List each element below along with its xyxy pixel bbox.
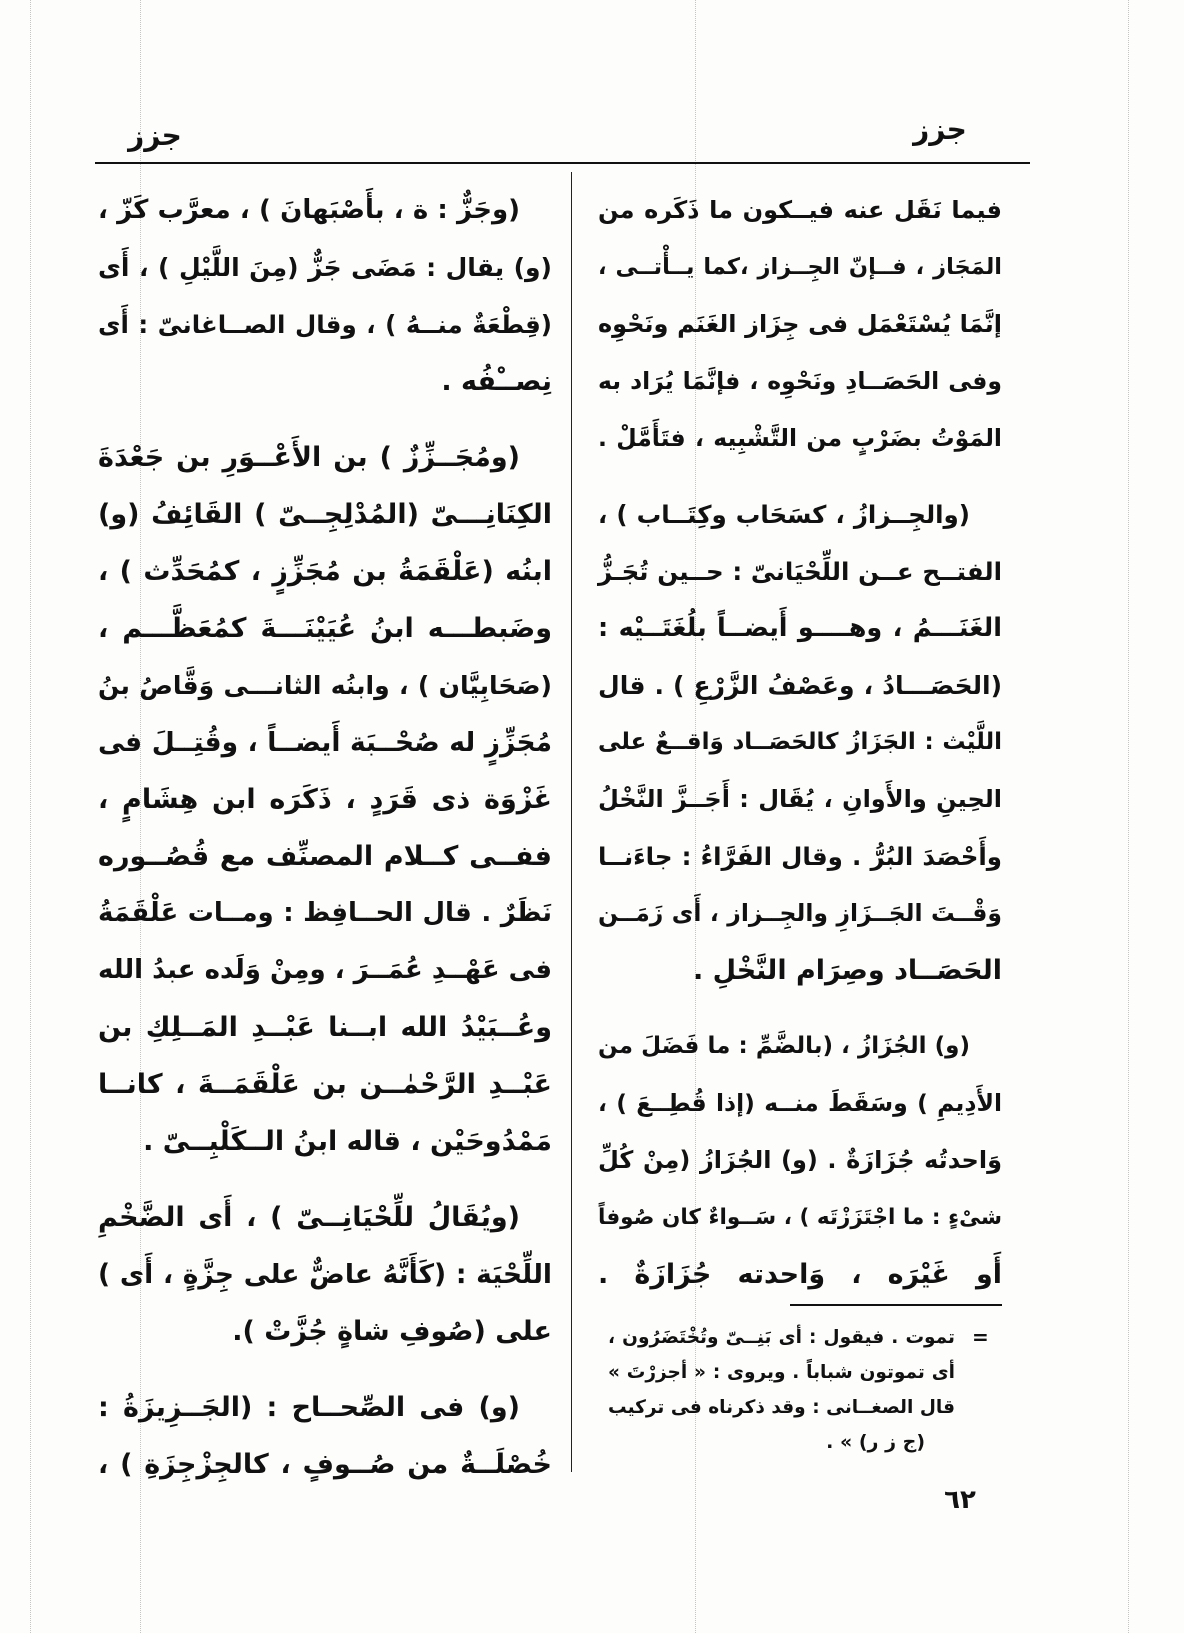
footnote-line: تموت . فيقول : أى بَنِــىّ وتُخْتَضَرُون ، xyxy=(608,1327,955,1348)
text-line: (ويُقَالُ للِّحْيَانِــىّ ) ، أَى الضَّخْمِ xyxy=(98,1202,520,1233)
text-line: اللَّيْث : الجَزَازُ كالحَصَــاد وَاقــعٌ على xyxy=(598,729,1002,755)
paragraph xyxy=(598,486,1002,999)
text-line: المَوْتُ بضَرْبٍ من التَّشْبِيه ، فتَأَمَّلْ . xyxy=(598,424,1002,452)
right-column xyxy=(598,182,1002,1303)
footnote-marker: = xyxy=(972,1325,989,1349)
footnote-line: قال الصغــانى : وقد ذكرناه فى تركيب xyxy=(608,1397,955,1418)
paragraph xyxy=(98,182,552,410)
text-line: المَجَاز ، فــإنّ الجِــزاز ،كما يــأْتــى ، xyxy=(598,254,1002,280)
paragraph xyxy=(98,1379,552,1493)
text-line: أَو غَيْرَه ، وَاحدته جُزَازَةٌ . xyxy=(598,1259,1002,1290)
footnote-line: (ج ز ر) » . xyxy=(826,1431,925,1453)
text-line: (قِطْعَةٌ منــهُ ) ، وقال الصــاغانىّ : أَى xyxy=(98,310,552,339)
text-line: غَزْوَة ذى قَرَدٍ ، ذَكَرَه ابن هِشَامٍ ، xyxy=(98,784,552,815)
text-line: (صَحَابِيَّان ) ، وابنُه الثانـــى وَقَّاصُ بنُ xyxy=(98,671,552,700)
footnote xyxy=(608,1320,955,1460)
text-line: وَاحدتُه جُزَازَةٌ . (و) الجُزَازُ (مِنْ كُلِّ xyxy=(598,1146,1002,1174)
footnote-separator xyxy=(790,1304,1002,1306)
text-line: نِصــْفُه . xyxy=(441,366,552,397)
text-line: (و) فى الصِّحــاح : (الجَــزِيزَةُ : xyxy=(98,1392,520,1423)
text-line: الكِنَانِـــىّ (المُدْلِجِــىّ ) القَائِفُ (و) xyxy=(98,499,552,530)
text-line: شىْءٍ : ما اجْتَزَزْتَه ) ، سَــواءٌ كان صُوفاً xyxy=(598,1205,1002,1230)
header-word-left: جزز xyxy=(128,119,182,152)
text-line: خُصْلَــةٌ من صُــوفٍ ، كالجِزْجِزَةِ ) ، xyxy=(98,1449,552,1480)
text-line: (و) يقال : مَضَى جَزٌّ (مِنَ اللَّيْلِ ) ، أَى xyxy=(98,253,552,282)
text-line: نَظَرٌ . قال الحــافِظ : ومــات عَلْقَمَةُ xyxy=(98,898,552,928)
paragraph xyxy=(598,182,1002,467)
text-line: (و) الجُزَازُ ، (بالضَّمِّ : ما فَضَلَ من xyxy=(598,1033,970,1059)
text-line: فيما نَقَل عنه فيــكون ما ذَكَره من xyxy=(598,196,1002,224)
text-line: مُجَزِّزٍ له صُحْــبَة أَيضــاً ، وقُتِــلَ فى xyxy=(98,727,552,758)
footnote-line: أى تموتون شباباً . ويروى : « أجزرْتَ » xyxy=(608,1362,955,1383)
text-line: إنَّمَا يُسْتَعْمَل فى جِزَاز الغَنَم ونَحْوِه xyxy=(598,310,1002,338)
scan-dotted-line xyxy=(30,0,31,1633)
text-line: وأَحْصَدَ البُرُّ . وقال الفَرَّاءُ : جاءَنــا xyxy=(598,842,1002,871)
text-line: وعُــبَيْدُ الله ابــنا عَبْــدِ المَــلِكِ بن xyxy=(98,1012,552,1043)
text-line: عَبْــدِ الرَّحْمٰــن بن عَلْقَمَــةَ ، كانــا xyxy=(98,1069,552,1100)
page-number: ٦٢ xyxy=(944,1485,976,1515)
text-line: الحَصَــاد وصِرَام النَّخْلِ . xyxy=(692,955,1002,986)
left-column xyxy=(98,182,552,1493)
paragraph xyxy=(598,1018,1002,1303)
header-rule xyxy=(95,162,1030,164)
text-line: على (صُوفِ شاةٍ جُزَّتْ ). xyxy=(232,1316,552,1347)
text-line: الغَنَـــمُ ، وهــــو أَيضــاً بلُغَتَــيْه : xyxy=(598,613,1002,643)
text-line: ابنُه (عَلْقَمَةُ بن مُجَزِّزٍ ، كمُحَدِّث ) ، xyxy=(98,556,552,587)
paragraph xyxy=(98,1189,552,1360)
text-line: وَقْــتَ الجَــزَازِ والجِــزاز ، أَى زَمَــن xyxy=(598,899,1002,927)
text-line: وضَبطـــه ابنُ عُيَيْنَـــةَ كمُعَظَّـــم ، xyxy=(98,613,552,644)
header-word-right: جزز xyxy=(913,113,967,146)
text-line: اللِّحْيَة : (كَأَنَّهُ عاضٌّ على جِزَّةٍ ، أَى ) xyxy=(98,1259,552,1290)
text-line: وفى الحَصَــادِ ونَحْوِه ، فإنَّمَا يُرَاد به xyxy=(598,367,1002,395)
text-line: الحِينِ والأَوانِ ، يُقَال : أَجَــزَّ النَّخْلُ xyxy=(598,785,1002,813)
column-divider xyxy=(571,172,572,1472)
scan-dotted-line xyxy=(1128,0,1129,1633)
text-line: مَمْدُوحَيْن ، قاله ابنُ الــكَلْبِــىّ . xyxy=(143,1126,552,1157)
text-line: (وجَزٌّ : ة ، بأَصْبَهانَ ) ، معرَّب كَزّ ، xyxy=(98,195,520,225)
text-line: الفتــح عــن اللِّحْيَانىّ : حــين تُجَـزُّ xyxy=(598,557,1002,586)
text-line: فى عَهْــدِ عُمَــرَ ، ومِنْ وَلَده عبدُ الله xyxy=(98,955,552,985)
text-line: الأَدِيمِ ) وسَقَطَ منــه (إذا قُطِــعَ ) ، xyxy=(598,1089,1002,1117)
paragraph xyxy=(98,429,552,1170)
text-line: (والجِــزازُ ، كسَحَاب وكِتَــاب ) ، xyxy=(598,500,970,529)
text-line: (الحَصَـــادُ ، وعَصْفُ الزَّرْعِ ) . قال xyxy=(598,671,1002,700)
text-line: (ومُجَــزِّزٌ ) بن الأَعْــوَرِ بن جَعْدَةَ xyxy=(98,442,520,473)
text-line: ففــى كــلام المصنِّف مع قُصُــوره xyxy=(98,841,552,872)
